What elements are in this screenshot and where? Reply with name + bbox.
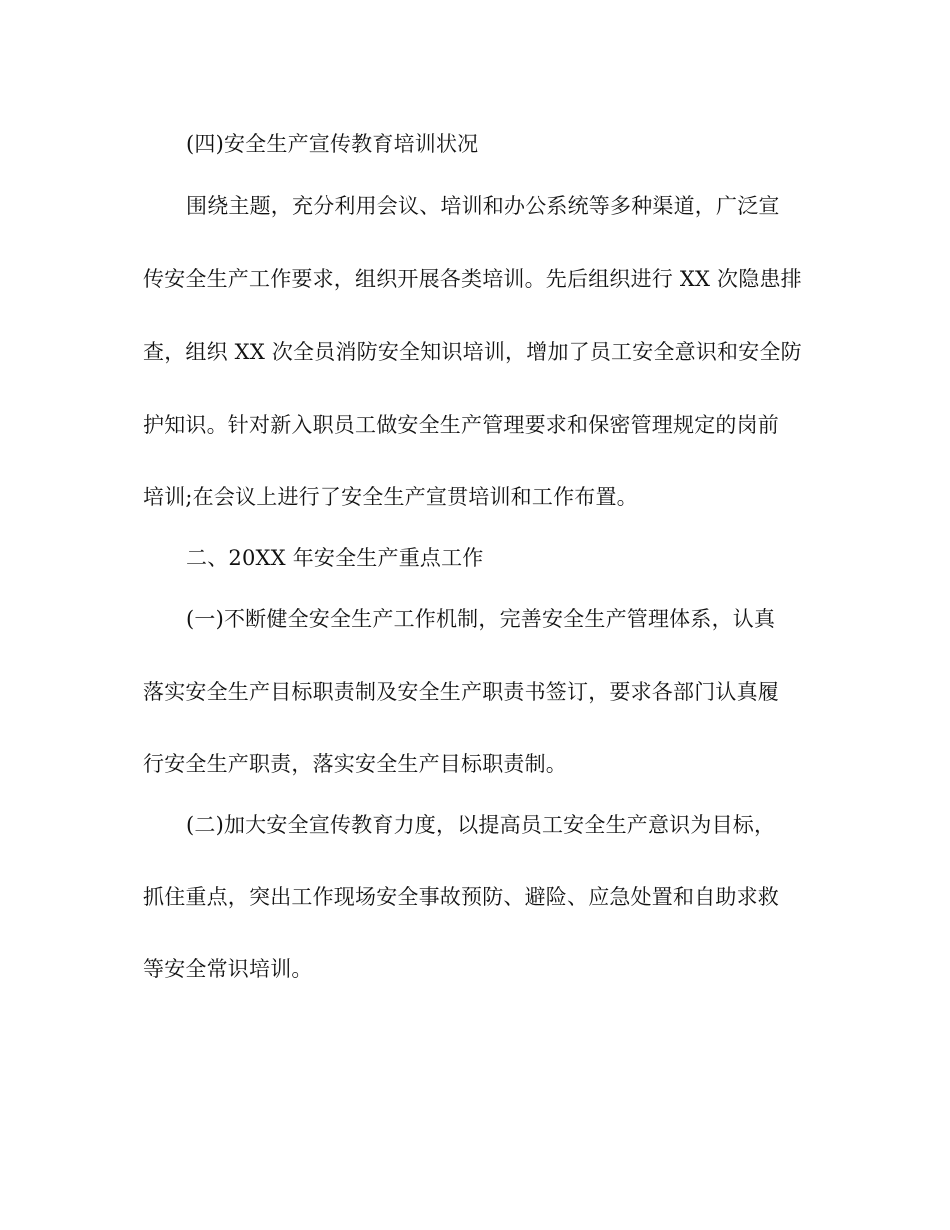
paragraph-line: 落实安全生产目标职责制及安全生产职责书签订，要求各部门认真履 [143,680,779,704]
paragraph-line: 等安全常识培训。 [143,957,313,981]
paragraph-line: 培训;在会议上进行了安全生产宣贯培训和工作布置。 [143,485,638,509]
paragraph-line: 护知识。针对新入职员工做安全生产管理要求和保密管理规定的岗前 [143,413,779,437]
paragraph-line: 传安全生产工作要求，组织开展各类培训。先后组织进行 XX 次隐患排 [143,267,802,291]
paragraph-line: (二)加大安全宣传教育力度，以提高员工安全生产意识为目标， [186,813,776,837]
paragraph-line: 围绕主题，充分利用会议、培训和办公系统等多种渠道，广泛宣 [186,194,780,218]
paragraph-line: 查，组织 XX 次全员消防安全知识培训，增加了员工安全意识和安全防 [143,340,802,364]
section-heading-4: (四)安全生产宣传教育培训状况 [186,132,479,156]
section-heading-2: 二、20XX 年安全生产重点工作 [186,546,484,570]
paragraph-line: 行安全生产职责，落实安全生产目标职责制。 [143,752,567,776]
paragraph-line: (一)不断健全安全生产工作机制，完善安全生产管理体系，认真 [186,607,776,631]
paragraph-line: 抓住重点，突出工作现场安全事故预防、避险、应急处置和自助求救 [143,885,779,909]
